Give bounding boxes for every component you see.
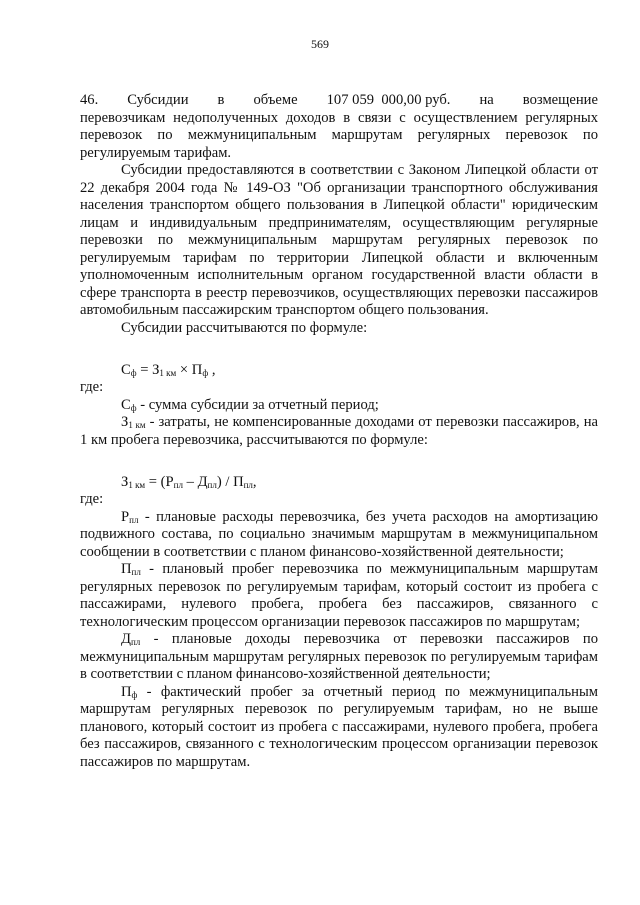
heading-word: возмещение — [522, 92, 598, 108]
definition-rpl: $Р_{пл}$ - плановые расходы перевозчика, без учета расходов на амортизацию подвижного состава, по социально значимым маршрутам в межмуниципальном сообщении в соответствии с планом финансово-хозяйственной деятельности; — [80, 508, 598, 560]
definition-dpl: $Д_{пл}$ - плановые доходы перевозчика от перевозки пассажиров по межмуниципальным маршрутам регулярных перевозок по регулируемым тарифам в соответствии с планом финансово-хозяйственной деятельности; — [80, 631, 598, 682]
definition-z1km: $З_{1 км}$ - затраты, не компенсированные доходами от перевозки пассажиров, на 1 км пробега перевозчика, рассчитываются по формуле: — [80, 414, 598, 448]
heading-word: в — [217, 92, 225, 108]
where-label: где: — [80, 491, 104, 507]
item-46-continuation: перевозчикам недополученных доходов в связи с осуществлением регулярных перевозок по межмуниципальным маршрутам регулярных перевозок по регулируемым тарифам. — [80, 109, 598, 161]
page-number: 569 — [311, 37, 329, 51]
definition-pf: $П_ф$ - фактический пробег за отчетный период по межмуниципальным маршрутам регулярных перевозок по регулируемым тарифам, но не выше планового, который состоит из пробега с пассажирами, нулевого пробега, пробега без пассажиров, связанного с технологическим процессом организации перевозок пассажиров по маршрутам. — [80, 683, 598, 770]
heading-word: объеме — [253, 92, 298, 108]
formula-subsidy: $С_ф = З_{1 км} \times П_ф$ , — [121, 362, 216, 378]
definition-ppl: $П_{пл}$ - плановый пробег перевозчика по межмуниципальным маршрутам регулярных перевозок по регулируемым тарифам, который состоит из пробега с пассажирами, нулевого пробега, пробега без пассажиров, связанного с технологическим процессом организации перевозок пассажиров по маршрутам; — [80, 561, 598, 630]
heading-word: на — [479, 92, 494, 108]
heading-word: Субсидии — [127, 92, 189, 108]
item-number: 46. — [80, 92, 99, 108]
formula-cost-per-km: $З_{1 км} = (Р_{пл} - Д_{пл}) / П_{пл}$, — [121, 474, 257, 490]
paragraph-law-basis: Субсидии предоставляются в соответствии с Законом Липецкой области от 22 декабря 2004 года № 149-ОЗ "Об организации транспортного обслуживания населения транспортом общего пользования в Липецкой области" юридическим лицам и индивидуальным предпринимателям, осуществляющим регулярные перевозки по межмуниципальным маршрутам регулярных перевозок по регулируемым тарифам по территории Липецкой области и включенным уполномоченным исполнительным органом государственной власти области в сфере транспорта в реестр перевозчиков, осуществляющих перевозки пассажиров автомобильным пассажирским транспортом общего пользования. — [80, 162, 598, 318]
item-46-heading — [80, 92, 598, 110]
document-body — [80, 92, 598, 771]
subsidy-amount: 107 059 000,00 руб. — [326, 92, 451, 108]
definition-cf: $С_ф$ - сумма субсидии за отчетный период; — [121, 396, 379, 413]
where-label: где: — [80, 379, 104, 395]
paragraph-formula-intro: Субсидии рассчитываются по формуле: — [121, 319, 368, 336]
